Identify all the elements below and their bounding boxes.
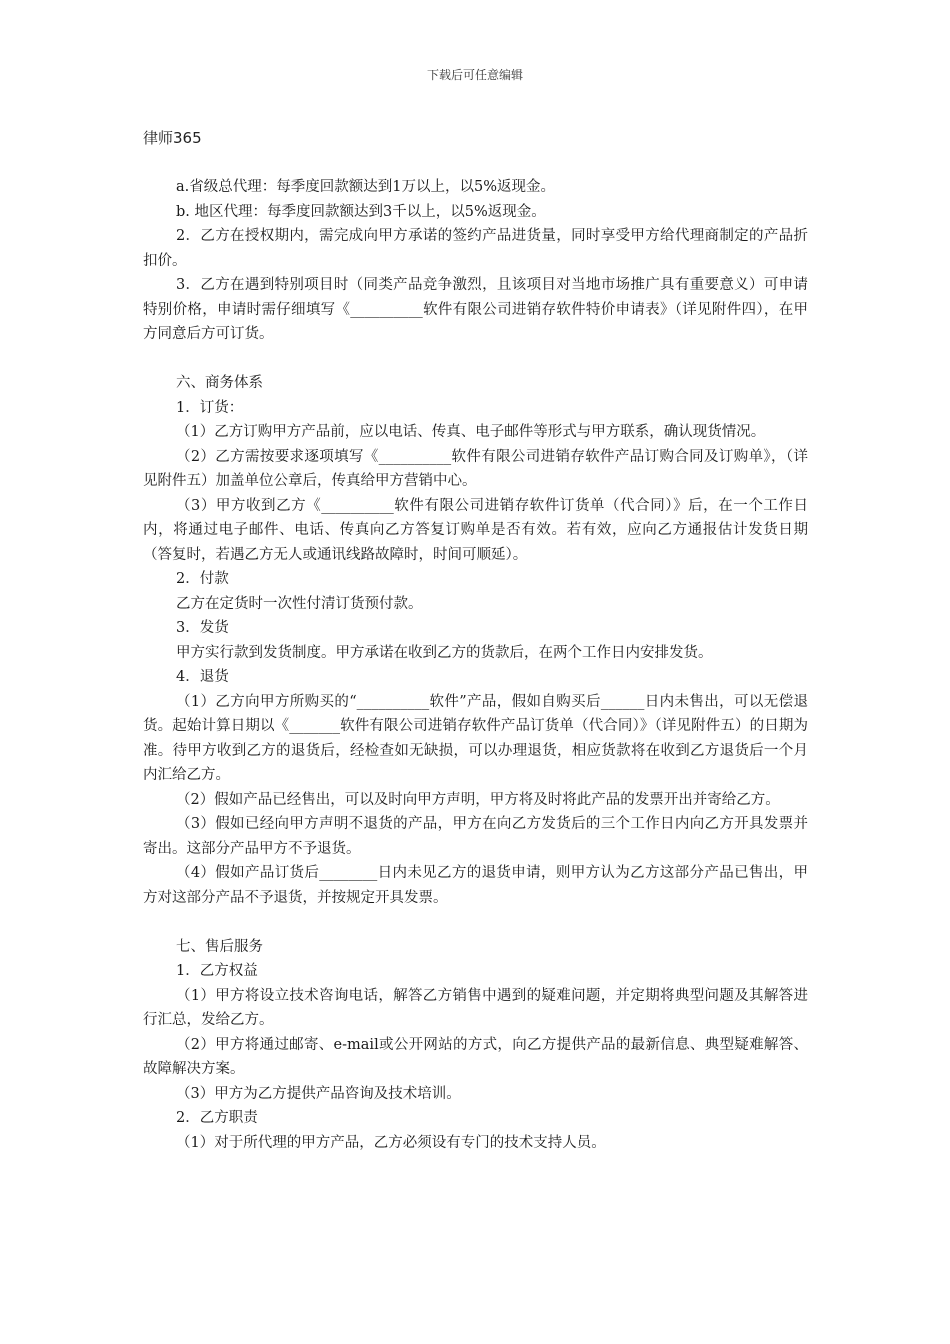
- clause-b-regional-agent: b. 地区代理：每季度回款额达到3千以上，以5%返现金。: [176, 203, 546, 220]
- ordering-item-3: （3）甲方收到乙方《__________软件有限公司进销存软件订货单（代合同）》后，在一个工作日内，将通过电子邮件、电话、传真向乙方答复订购单是否有效。若有效，应向乙方通报估计发货日期（答复时，若遇乙方无人或通讯线路故障时，时间可顺延）。: [143, 497, 808, 563]
- section-spacer: [143, 910, 808, 935]
- section-heading-business: 六、商务体系: [176, 375, 263, 391]
- subheading-payment: 2．付款: [176, 571, 229, 587]
- clause-a-provincial-agent: a.省级总代理：每季度回款额达到1万以上，以5%返现金。: [176, 179, 555, 195]
- section-heading-after-sales: 七、售后服务: [176, 938, 263, 955]
- shipping-text: 甲方实行款到发货制度。甲方承诺在收到乙方的货款后，在两个工作日内安排发货。: [176, 644, 713, 661]
- subheading-ordering: 1．订货：: [176, 399, 244, 416]
- clause-3-special-price: 3．乙方在遇到特别项目时（同类产品竞争激烈，且该项目对当地市场推广具有重要意义）可申请特别价格，申请时需仔细填写《__________软件有限公司进销存软件特价申请表》（详见附件四），在甲方同意后方可订货。: [143, 277, 808, 342]
- rights-item-1: （1）甲方将设立技术咨询电话，解答乙方销售中遇到的疑难问题，并定期将典型问题及其解答进行汇总，发给乙方。: [143, 987, 808, 1028]
- rights-item-2: （2）甲方将通过邮寄、e-mail或公开网站的方式，向乙方提供产品的最新信息、典型疑难解答、故障解决方案。: [143, 1036, 808, 1077]
- subheading-party-b-rights: 1．乙方权益: [176, 963, 258, 979]
- subheading-returns: 4．退货: [176, 669, 229, 685]
- subheading-shipping: 3．发货: [176, 620, 229, 636]
- rights-item-3: （3）甲方为乙方提供产品咨询及技术培训。: [176, 1085, 461, 1102]
- duties-item-1: （1）对于所代理的甲方产品，乙方必须设有专门的技术支持人员。: [176, 1134, 606, 1151]
- section-spacer: [143, 347, 808, 372]
- page-header-note: 下载后可任意编辑: [426, 68, 523, 82]
- ordering-item-2: （2）乙方需按要求逐项填写《__________软件有限公司进销存软件产品订购合同及订购单》，（详见附件五）加盖单位公章后，传真给甲方营销中心。: [143, 448, 808, 489]
- returns-item-2: （2）假如产品已经售出，可以及时向甲方声明，甲方将及时将此产品的发票开出并寄给乙方。: [176, 791, 780, 808]
- brand-label: 律师365: [143, 129, 202, 147]
- document-body: [143, 175, 808, 1155]
- returns-item-4: （4）假如产品订货后________日内未见乙方的退货申请，则甲方认为乙方这部分产品已售出，甲方对这部分产品不予退货，并按规定开具发票。: [143, 865, 808, 906]
- ordering-item-1: （1）乙方订购甲方产品前，应以电话、传真、电子邮件等形式与甲方联系，确认现货情况。: [176, 424, 766, 440]
- returns-item-1: （1）乙方向甲方所购买的“__________软件”产品，假如自购买后______日内未售出，可以无偿退货。起始计算日期以《_______软件有限公司进销存软件产品订货单（代合同）》（详见附件五）的日期为准。待甲方收到乙方的退货后，经检查如无缺损，可以办理退货，相应货款将在收到乙方退货后一个月内汇给乙方。: [143, 693, 808, 783]
- returns-item-3: （3）假如已经向甲方声明不退货的产品，甲方在向乙方发货后的三个工作日内向乙方开具发票并寄出。这部分产品甲方不予退货。: [143, 816, 808, 857]
- clause-2-purchase-quota: 2．乙方在授权期内，需完成向甲方承诺的签约产品进货量，同时享受甲方给代理商制定的产品折扣价。: [143, 228, 808, 269]
- payment-text: 乙方在定货时一次性付清订货预付款。: [176, 595, 423, 612]
- subheading-party-b-duties: 2．乙方职责: [176, 1110, 258, 1126]
